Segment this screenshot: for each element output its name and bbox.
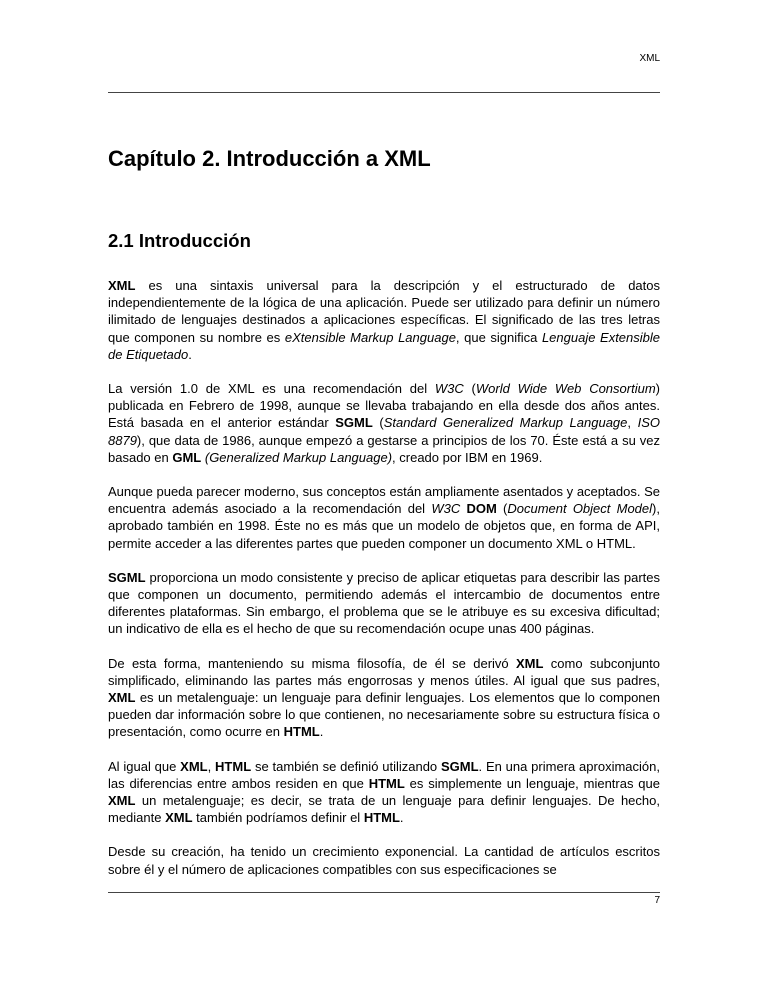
text-run: se también se definió utilizando <box>251 758 441 774</box>
bold-term: HTML <box>215 758 252 774</box>
bold-term: XML <box>180 758 208 774</box>
text-run: ( <box>496 501 508 517</box>
bold-term: SGML <box>335 415 373 431</box>
paragraph <box>108 843 660 877</box>
page-number: 7 <box>654 894 660 906</box>
text-run: es un metalenguaje: un lenguaje para definir lenguajes. Los elementos que lo componen pueden dar información sobre lo que contienen, no necesariamente sobre su estructura física o presentación, como ocurre en <box>108 690 660 740</box>
bold-term: XML <box>108 793 136 809</box>
text-run: . <box>399 810 404 826</box>
italic-term: Document Object Model <box>507 501 653 517</box>
italic-term: World Wide Web Consortium <box>475 381 656 397</box>
paragraph <box>108 380 660 466</box>
text-run: , creado por IBM en 1969. <box>392 449 543 465</box>
paragraph <box>108 655 660 741</box>
text-run: es una sintaxis universal para la descripción y el estructurado de datos independientemente de la lógica de una aplicación. Puede ser utilizado para definir un número ilimitado de lenguajes destinados a aplicaciones específicas. El significado de las tres letras que componen su nombre es <box>108 278 660 345</box>
italic-term: Lenguaje Extensible de Etiquetado <box>108 329 660 362</box>
italic-term: W3C <box>431 501 461 517</box>
bold-term: XML <box>515 655 544 671</box>
footer-divider <box>108 892 660 893</box>
text-run: , <box>627 415 638 431</box>
text-run: ( <box>463 381 476 397</box>
italic-term: Standard Generalized Markup Language <box>383 415 628 431</box>
text-run: también podríamos definir el <box>192 810 364 826</box>
text-run: Desde su creación, ha tenido un crecimiento exponencial. La cantidad de artículos escritos sobre él y el número de aplicaciones compatibles con sus especificaciones se <box>108 844 660 877</box>
text-run: , que significa <box>455 329 542 345</box>
paragraph <box>108 277 660 363</box>
page-flow <box>108 277 660 907</box>
text-run: ), que data de 1986, aunque empezó a gestarse a principios de los 70. Éste está a su vez basado en <box>108 432 660 465</box>
text-run: . <box>319 724 324 740</box>
paragraph <box>108 569 660 638</box>
text-run: como subconjunto simplificado, eliminando las partes más engorrosas y menos útiles. Al igual que sus padres, <box>108 655 660 688</box>
header-divider <box>108 92 660 93</box>
bold-term: XML <box>165 810 193 826</box>
bold-term: HTML <box>368 775 405 791</box>
bold-term: DOM <box>466 501 497 517</box>
bold-term: XML <box>108 690 136 706</box>
text-run: proporciona un modo consistente y preciso de aplicar etiquetas para describir las partes que componen un documento, permitiendo además el intercambio de documentos entre diferentes plataformas. Sin embargo, el problema que se le atribuye es su excesiva dificultad; un indicativo de ella es el hecho de que su recomendación ocupe unas 400 páginas. <box>108 569 660 637</box>
text-run: un metalenguaje; es decir, se trata de un lenguaje para definir lenguajes. De hecho, mediante <box>108 793 660 826</box>
italic-term: W3C <box>434 381 464 397</box>
italic-term: eXtensible Markup Language <box>284 329 456 345</box>
text-run: . <box>188 346 192 362</box>
text-run: es simplemente un lenguaje, mientras que <box>404 775 660 791</box>
bold-term: GML <box>172 449 202 465</box>
bold-term: SGML <box>440 758 479 774</box>
text-run: Aunque pueda parecer moderno, sus conceptos están ampliamente asentados y aceptados. Se encuentra además asociado a la recomendación del <box>108 484 660 517</box>
chapter-title: Capítulo 2. Introducción a XML <box>108 146 431 171</box>
bold-term: HTML <box>363 810 400 826</box>
paragraph <box>108 758 660 827</box>
italic-term: ISO 8879 <box>108 415 660 448</box>
text-run: ( <box>372 415 384 431</box>
section-title: 2.1 Introducción <box>108 230 251 251</box>
text-run: Al igual que <box>108 758 181 774</box>
paragraph <box>108 483 660 552</box>
bold-term: XML <box>108 278 136 293</box>
text-run: De esta forma, manteniendo su misma filosofía, de él se derivó <box>108 655 516 671</box>
text-run: ) publicada en Febrero de 1998, aunque se llevaba trabajando en ella desde dos años antes. Está basada en el anterior estándar <box>108 381 661 431</box>
bold-term: HTML <box>283 724 320 740</box>
body-text <box>108 277 660 878</box>
text-run: . En una primera aproximación, las diferencias entre ambos residen en que <box>108 758 660 791</box>
running-header: XML <box>639 53 660 64</box>
italic-term: (Generalized Markup Language) <box>204 449 393 465</box>
text-run: ), aprobado también en 1998. Éste no es más que un modelo de objetos que, en forma de API, permite acceder a las diferentes partes que pueden componer un documento XML o HTML. <box>108 501 660 551</box>
bold-term: SGML <box>108 569 146 585</box>
text-run: La versión 1.0 de XML es una recomendación del <box>108 381 435 397</box>
text-run: , <box>207 758 216 774</box>
